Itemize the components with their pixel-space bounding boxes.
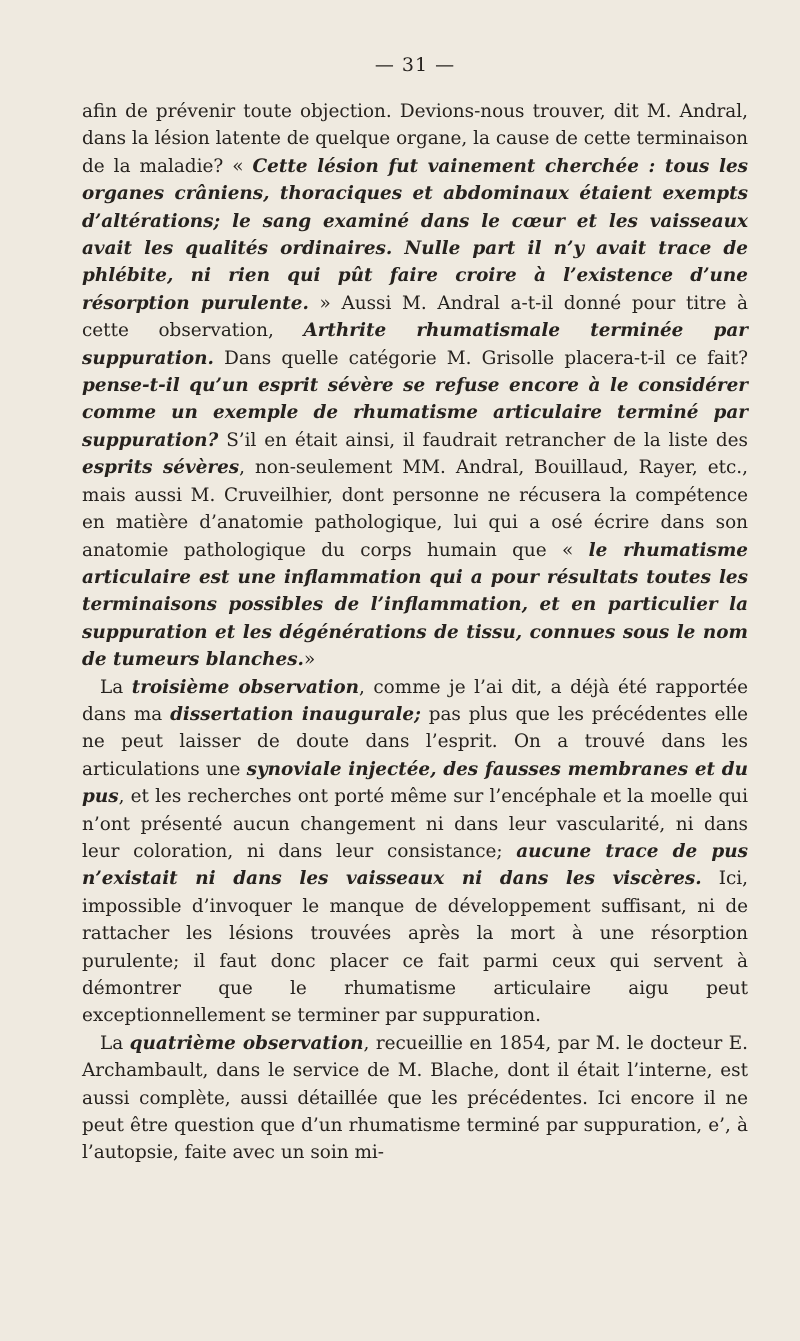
italic-run: Arthrite rhumatismale terminée par suppuration. [82, 320, 748, 369]
text-run: S’il en était ainsi, il faudrait retrancher de la liste des [218, 429, 748, 451]
text-run: » [303, 649, 316, 671]
italic-run: troisième observation [131, 676, 360, 698]
text-run: pas plus que les précédentes elle ne peut laisser de doute dans l’esprit. On a trouvé dans les articulations une [82, 703, 748, 780]
text-run: La [100, 1032, 130, 1054]
text-run: , comme je l’ai dit, a déjà été rapportée dans ma [82, 676, 748, 725]
page-number: — 31 — [374, 54, 456, 76]
italic-run: Cette lésion fut vainement cherchée : tous les organes crâniens, thoraciques et abdominaux étaient exempts d’altérations; le sang examiné dans le cœur et les vaisseaux avait les qualités ordinaires. Nulle part il n’y avait trace de phlébite, ni rien qui pût faire croire à l’existence d’une résorption purulente. [82, 155, 748, 314]
paragraph-2 [82, 674, 748, 1030]
italic-run: dissertation inaugurale; [170, 703, 421, 725]
italic-run: le rhumatisme articulaire est une inflammation qui a pour résultats toutes les terminaisons possibles de l’inflammation, et en particulier la suppuration et les dégénérations de tissu, connues sous le nom de tumeurs blanches. [82, 539, 748, 671]
text-run: » Aussi M. Andral a-t-il donné pour titre à cette observation, [82, 292, 748, 342]
text-run: La [100, 676, 132, 698]
italic-run: quatrième observation [129, 1032, 364, 1054]
italic-run: pense-t-il qu’un esprit sévère se refuse encore à le considérer comme un exemple de rhumatisme articulaire terminé par suppuration? [82, 375, 748, 451]
italic-run: synoviale injectée, des fausses membranes et du pus [82, 758, 748, 808]
text-run: Dans quelle catégorie M. Grisolle placera-t-il ce fait? [213, 347, 748, 369]
text-run: , recueillie en 1854, par M. le docteur E. Archambault, dans le service de M. Blache, dont il était l’interne, est aussi complète, aussi détaillée que les précédentes. Ici encore il ne peut être question que d’un rhumatisme terminé par suppuration, e’, à l’autopsie, faite avec un soin mi- [82, 1032, 748, 1164]
italic-run: esprits sévères [82, 457, 240, 479]
body-text [82, 98, 748, 1167]
italic-run: aucune trace de pus n’existait ni dans les vaisseaux ni dans les viscères. [82, 840, 749, 890]
paragraph-3 [82, 1030, 748, 1167]
text-run: , et les recherches ont porté même sur l’encéphale et la moelle qui n’ont présenté aucun changement ni dans leur vascularité, ni dans leur coloration, ni dans leur consistance; [82, 786, 748, 862]
text-run: afin de prévenir toute objection. Devions-nous trouver, dit M. Andral, dans la lésion latente de quelque organe, la cause de cette terminaison de la maladie? « [82, 101, 748, 177]
paragraph-1 [82, 98, 748, 674]
text-run: Ici, impossible d’invoquer le manque de développement suffisant, ni de rattacher les lésions trouvées après la mort à une résorption purulente; il faut donc placer ce fait parmi ceux qui servent à démontrer que le rhumatisme articulaire aigu peut exceptionnellement se terminer par suppuration. [82, 868, 748, 1027]
text-run: , non-seulement MM. Andral, Bouillaud, Rayer, etc., mais aussi M. Cruveilhier, dont personne ne récusera la compétence en matière d’anatomie pathologique, lui qui a osé écrire dans son anatomie pathologique du corps humain que « [82, 457, 748, 561]
